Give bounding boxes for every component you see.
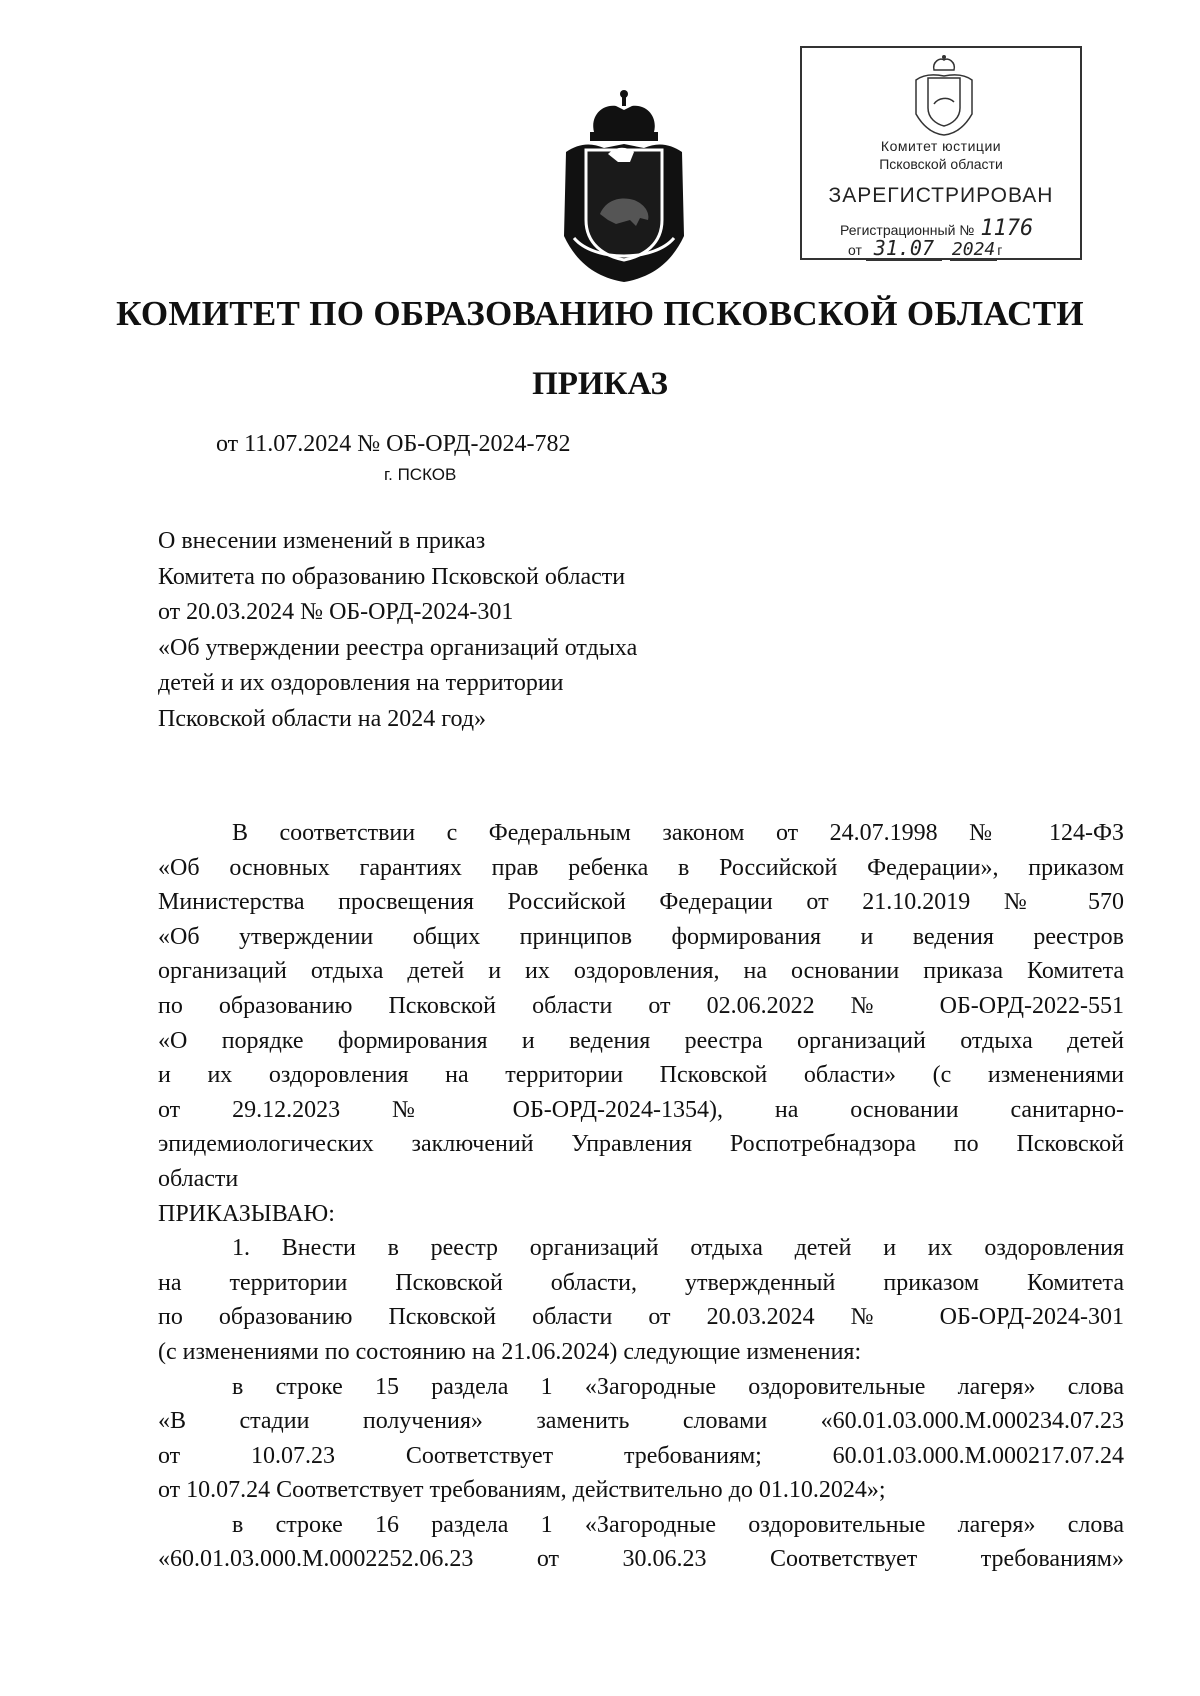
subject-line: Псковской области на 2024 год»	[158, 705, 487, 732]
preamble-line: от 29.12.2023 № ОБ-ОРД-2024-1354), на основании санитарно-	[158, 1096, 1124, 1123]
subject-line: «Об утверждении реестра организаций отдыха	[158, 634, 638, 661]
preamble-line: по образованию Псковской области от 02.06.2022 № ОБ-ОРД-2022-551	[158, 992, 1124, 1019]
stamp-reg-number: 1176	[980, 216, 1034, 241]
preamble-line: организаций отдыха детей и их оздоровления, на основании приказа Комитета	[158, 958, 1124, 985]
subject-line: от 20.03.2024 № ОБ-ОРД-2024-301	[158, 599, 514, 625]
stamp-reg-label: Регистрационный №	[840, 222, 975, 238]
row-15-line: в строке 15 раздела 1 «Загородные оздоровительные лагеря» слова	[232, 1373, 1124, 1400]
preamble-line: области	[158, 1165, 239, 1192]
order-subject	[158, 524, 637, 737]
stamp-coat-of-arms-icon	[910, 54, 978, 136]
registration-stamp	[800, 46, 1082, 260]
row-16-line: «60.01.03.000.М.0002252.06.23 от 30.06.23 Соответствует требованиям»	[158, 1546, 1124, 1573]
preamble-line: В соответствии с Федеральным законом от 24.07.1998 № 124-ФЗ	[232, 820, 1124, 846]
row-16-line: в строке 16 раздела 1 «Загородные оздоровительные лагеря» слова	[232, 1511, 1124, 1538]
org-title: КОМИТЕТ ПО ОБРАЗОВАНИЮ ПСКОВСКОЙ ОБЛАСТИ	[116, 294, 1084, 333]
stamp-date-value: 31.07	[866, 236, 942, 261]
subject-line: Комитета по образованию Псковской области	[158, 563, 626, 590]
item-1-line: на территории Псковской области, утвержденный приказом Комитета	[158, 1269, 1124, 1296]
item-1-line: 1. Внести в реестр организаций отдыха детей и их оздоровления	[232, 1235, 1124, 1262]
row-15-line: от 10.07.24 Соответствует требованиям, действительно до 01.10.2024»;	[158, 1477, 886, 1504]
preamble-line: и их оздоровления на территории Псковской области» (с изменениями	[158, 1062, 1124, 1089]
coat-of-arms-emblem	[560, 88, 688, 284]
doc-type-title: ПРИКАЗ	[532, 366, 668, 402]
order-body	[158, 816, 1124, 1577]
order-word: ПРИКАЗЫВАЮ:	[158, 1200, 335, 1227]
stamp-year-suffix: г	[997, 242, 1003, 258]
stamp-org-line-1: Комитет юстиции	[880, 138, 1002, 154]
stamp-date-prefix: от	[848, 242, 862, 258]
item-1-line: по образованию Псковской области от 20.03.2024 № ОБ-ОРД-2024-301	[158, 1304, 1124, 1331]
stamp-status: ЗАРЕГИСТРИРОВАН	[828, 184, 1054, 207]
preamble-line: Министерства просвещения Российской Федерации от 21.10.2019 № 570	[158, 889, 1124, 916]
preamble-line: «Об утверждении общих принципов формирования и ведения реестров	[158, 923, 1124, 950]
row-15-line: от 10.07.23 Соответствует требованиям; 60.01.03.000.М.000217.07.24	[158, 1442, 1124, 1469]
preamble-line: «Об основных гарантиях прав ребенка в Российской Федерации», приказом	[158, 854, 1124, 881]
subject-line: О внесении изменений в приказ	[158, 528, 486, 554]
stamp-year-value: 2024	[951, 239, 996, 260]
subject-line: детей и их оздоровления на территории	[158, 670, 564, 696]
stamp-date-row	[848, 236, 1002, 260]
preamble-line: эпидемиологических заключений Управления Роспотребнадзора по Псковской	[158, 1131, 1124, 1158]
row-15-line: «В стадии получения» заменить словами «60.01.03.000.М.000234.07.23	[158, 1408, 1124, 1435]
stamp-org-line-2: Псковской области	[879, 156, 1003, 172]
order-date-number: от 11.07.2024 № ОБ-ОРД-2024-782	[216, 431, 571, 457]
city-label: г. ПСКОВ	[384, 465, 457, 484]
item-1-line: (с изменениями по состоянию на 21.06.2024) следующие изменения:	[158, 1338, 862, 1365]
preamble-line: «О порядке формирования и ведения реестра организаций отдыха детей	[158, 1027, 1124, 1054]
pskov-coat-of-arms-icon	[560, 88, 688, 284]
